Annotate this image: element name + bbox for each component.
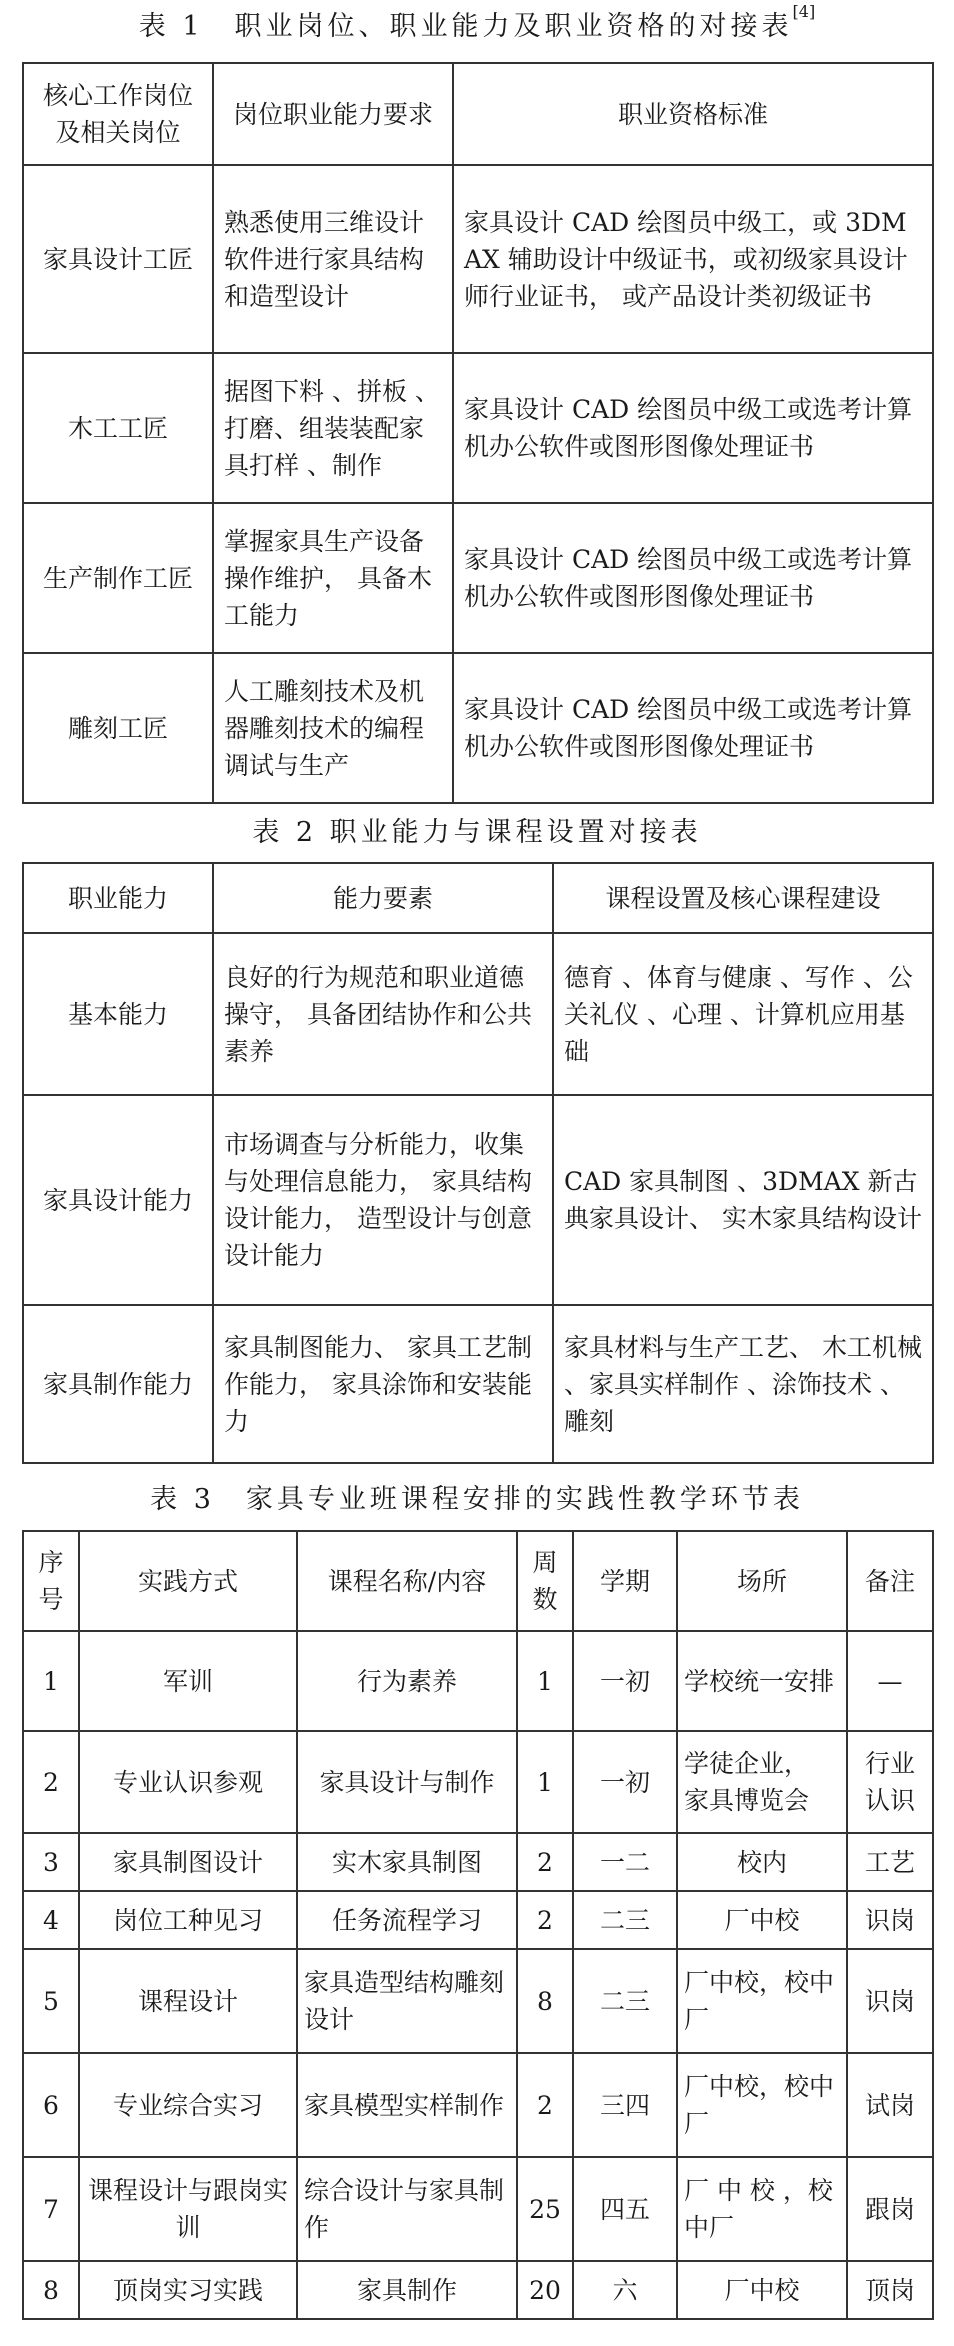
table-cell: 25 — [517, 2157, 573, 2261]
table-cell: 7 — [23, 2157, 79, 2261]
table-cell: 木工工匠 — [23, 353, 213, 503]
table-row — [23, 1095, 933, 1305]
table-row — [23, 1833, 933, 1891]
table-cell: 专业综合实习 — [79, 2053, 297, 2157]
table-cell: 四五 — [573, 2157, 677, 2261]
table-cell: 家具设计工匠 — [23, 165, 213, 353]
table-cell: 二三 — [573, 1891, 677, 1949]
table3-header-cell: 场所 — [677, 1531, 847, 1631]
table3-header-row — [23, 1531, 933, 1631]
table-cell: 2 — [517, 1833, 573, 1891]
table-cell: 校内 — [677, 1833, 847, 1891]
table-cell: 厂中校，校中厂 — [677, 2053, 847, 2157]
table-cell: 家具制作 — [297, 2261, 517, 2319]
table-cell: 家具模型实样制作 — [297, 2053, 517, 2157]
table-row — [23, 2261, 933, 2319]
table-cell: 学徒企业， 家具博览会 — [677, 1731, 847, 1833]
table1-header-row — [23, 63, 933, 165]
table-cell: 试岗 — [847, 2053, 933, 2157]
table-cell: 4 — [23, 1891, 79, 1949]
table-cell: 一初 — [573, 1631, 677, 1731]
table1-header-cell: 职业资格标准 — [453, 63, 933, 165]
table-cell: 三四 — [573, 2053, 677, 2157]
table-row — [23, 933, 933, 1095]
table3-caption: 表 3 家具专业班课程安排的实践性教学环节表 — [150, 1484, 804, 1515]
table-row — [23, 1731, 933, 1833]
table-cell: 识岗 — [847, 1891, 933, 1949]
table-cell: 一二 — [573, 1833, 677, 1891]
table-cell: 课程设计与跟岗实训 — [79, 2157, 297, 2261]
table-cell: 家具造型结构雕刻设计 — [297, 1949, 517, 2053]
table3-header-cell: 周数 — [517, 1531, 573, 1631]
table-cell: 行为素养 — [297, 1631, 517, 1731]
table-cell: 家具设计 CAD 绘图员中级工或选考计算机办公软件或图形图像处理证书 — [453, 503, 933, 653]
table-cell: 5 — [23, 1949, 79, 2053]
table-cell: 厂中校 — [677, 2261, 847, 2319]
table-row — [23, 2053, 933, 2157]
table-row — [23, 503, 933, 653]
table2 — [22, 862, 934, 1464]
table-cell: 家具制作能力 — [23, 1305, 213, 1463]
table-row — [23, 1891, 933, 1949]
table3 — [22, 1530, 934, 2320]
table-cell: 2 — [517, 1891, 573, 1949]
table2-header-row — [23, 863, 933, 933]
table-row — [23, 1949, 933, 2053]
table-row — [23, 165, 933, 353]
table-cell: 家具设计与制作 — [297, 1731, 517, 1833]
table-cell: 六 — [573, 2261, 677, 2319]
table-cell: 学校统一安排 — [677, 1631, 847, 1731]
table3-header-cell: 备注 — [847, 1531, 933, 1631]
table3-header-cell: 课程名称/内容 — [297, 1531, 517, 1631]
table-cell: 德育 、体育与健康 、写作 、公关礼仪 、心理 、计算机应用基础 — [553, 933, 933, 1095]
table-cell: 识岗 — [847, 1949, 933, 2053]
table-cell: 岗位工种见习 — [79, 1891, 297, 1949]
table2-header-cell: 职业能力 — [23, 863, 213, 933]
table-cell: 熟悉使用三维设计软件进行家具结构和造型设计 — [213, 165, 453, 353]
table-cell: 厂 中 校 ，校中厂 — [677, 2157, 847, 2261]
table-cell: 20 — [517, 2261, 573, 2319]
table2-caption: 表 2 职业能力与课程设置对接表 — [252, 817, 702, 848]
table-cell: 军训 — [79, 1631, 297, 1731]
table-row — [23, 2157, 933, 2261]
table-cell: 工艺 — [847, 1833, 933, 1891]
table-cell: 行业认识 — [847, 1731, 933, 1833]
table2-header-cell: 课程设置及核心课程建设 — [553, 863, 933, 933]
table-cell: 家具设计能力 — [23, 1095, 213, 1305]
table-cell: 任务流程学习 — [297, 1891, 517, 1949]
table-cell: 实木家具制图 — [297, 1833, 517, 1891]
table-row — [23, 653, 933, 803]
table-cell: 家具设计 CAD 绘图员中级工或选考计算机办公软件或图形图像处理证书 — [453, 353, 933, 503]
table-cell: 家具制图设计 — [79, 1833, 297, 1891]
table1-header-cell: 核心工作岗位及相关岗位 — [23, 63, 213, 165]
table-cell: 1 — [23, 1631, 79, 1731]
table-cell: 基本能力 — [23, 933, 213, 1095]
table-cell: 人工雕刻技术及机器雕刻技术的编程调试与生产 — [213, 653, 453, 803]
table2-header-cell: 能力要素 — [213, 863, 553, 933]
table3-header-cell: 学期 — [573, 1531, 677, 1631]
table-cell: 8 — [517, 1949, 573, 2053]
table-cell: 家具设计 CAD 绘图员中级工或选考计算机办公软件或图形图像处理证书 — [453, 653, 933, 803]
table-cell: 顶岗 — [847, 2261, 933, 2319]
table-cell: — — [847, 1631, 933, 1731]
table-cell: 二三 — [573, 1949, 677, 2053]
table-cell: 跟岗 — [847, 2157, 933, 2261]
table1-header-cell: 岗位职业能力要求 — [213, 63, 453, 165]
table-cell: 厂中校 — [677, 1891, 847, 1949]
table-cell: 顶岗实习实践 — [79, 2261, 297, 2319]
table-cell: 课程设计 — [79, 1949, 297, 2053]
table-cell: 6 — [23, 2053, 79, 2157]
table-cell: 厂中校，校中厂 — [677, 1949, 847, 2053]
table-row — [23, 1305, 933, 1463]
table-cell: 2 — [23, 1731, 79, 1833]
table3-header-cell: 实践方式 — [79, 1531, 297, 1631]
table3-header-cell: 序号 — [23, 1531, 79, 1631]
table-cell: 8 — [23, 2261, 79, 2319]
table-cell: 家具设计 CAD 绘图员中级工，或 3DMAX 辅助设计中级证书，或初级家具设计师行业证书， 或产品设计类初级证书 — [453, 165, 933, 353]
table-cell: 1 — [517, 1731, 573, 1833]
table-cell: 专业认识参观 — [79, 1731, 297, 1833]
table-cell: 良好的行为规范和职业道德操守， 具备团结协作和公共素养 — [213, 933, 553, 1095]
table-cell: 市场调查与分析能力，收集与处理信息能力， 家具结构设计能力， 造型设计与创意设计能力 — [213, 1095, 553, 1305]
table-cell: 掌握家具生产设备操作维护， 具备木工能力 — [213, 503, 453, 653]
table1-caption: 表 1 职业岗位、职业能力及职业资格的对接表[4] — [138, 2, 816, 42]
table-cell: 一初 — [573, 1731, 677, 1833]
table-cell: 1 — [517, 1631, 573, 1731]
table-row — [23, 353, 933, 503]
table-cell: 据图下料 、拼板 、打磨、组装装配家具打样 、制作 — [213, 353, 453, 503]
table-cell: CAD 家具制图 、3DMAX 新古典家具设计、 实木家具结构设计 — [553, 1095, 933, 1305]
table-cell: 家具材料与生产工艺、 木工机械 、家具实样制作 、涂饰技术 、雕刻 — [553, 1305, 933, 1463]
table-cell: 生产制作工匠 — [23, 503, 213, 653]
table-cell: 综合设计与家具制作 — [297, 2157, 517, 2261]
table1 — [22, 62, 934, 804]
table-cell: 2 — [517, 2053, 573, 2157]
table1-citation: [4] — [792, 2, 816, 21]
table-cell: 雕刻工匠 — [23, 653, 213, 803]
table-cell: 3 — [23, 1833, 79, 1891]
table-cell: 家具制图能力、 家具工艺制作能力， 家具涂饰和安装能力 — [213, 1305, 553, 1463]
table-row — [23, 1631, 933, 1731]
